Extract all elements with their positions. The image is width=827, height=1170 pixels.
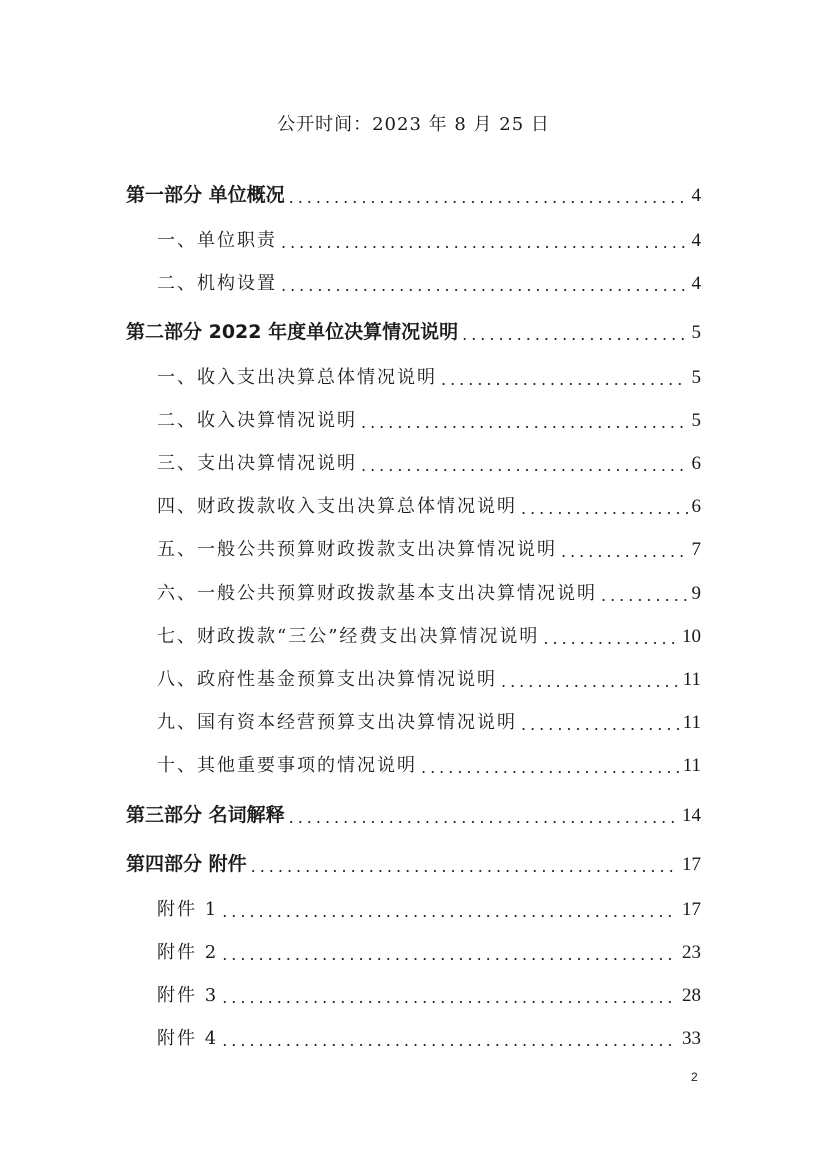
toc-entry[interactable] [157,704,701,734]
publish-date: 公开时间：2023 年 8 月 25 日 [277,114,550,135]
toc-leader-dots [222,945,678,964]
toc-leader-dots [222,1031,678,1050]
toc-leader-dots [501,672,679,691]
toc-leader-dots [251,857,678,876]
toc-leader-dots [361,413,688,432]
toc-entry[interactable] [157,891,701,921]
toc-entry[interactable] [157,1020,701,1050]
toc-leader-dots [601,586,688,605]
toc-entry[interactable] [157,531,701,561]
toc-entry-title: 附件 3 [157,985,219,1006]
toc-entry-page: 4 [691,230,701,251]
toc-entry-title: 二、收入决算情况说明 [157,410,357,431]
toc-entry-title: 六、一般公共预算财政拨款基本支出决算情况说明 [157,583,597,604]
toc-entry-title: 第三部分 名词解释 [126,804,285,826]
toc-entry[interactable] [157,222,701,252]
toc-entry-page: 11 [682,755,701,776]
toc-leader-dots [462,325,687,344]
toc-entry[interactable] [126,314,701,344]
toc-entry-page: 11 [682,712,701,733]
toc-entry[interactable] [157,977,701,1007]
toc-entry-page: 6 [691,496,701,517]
toc-leader-dots [561,542,688,561]
toc-leader-dots [289,188,688,207]
toc-entry-page: 33 [682,1028,701,1049]
toc-entry-title: 九、国有资本经营预算支出决算情况说明 [157,712,517,733]
toc-entry-page: 9 [691,583,701,604]
toc-entry-page: 28 [682,985,701,1006]
toc-entry[interactable] [157,445,701,475]
toc-entry[interactable] [126,797,701,827]
toc-entry-title: 五、一般公共预算财政拨款支出决算情况说明 [157,539,557,560]
toc-entry-title: 一、单位职责 [157,230,277,251]
toc-leader-dots [222,902,678,921]
toc-entry-title: 附件 2 [157,942,219,963]
toc-entry-page: 6 [691,453,701,474]
toc-leader-dots [281,233,688,252]
toc-entry-page: 11 [682,669,701,690]
toc-entry[interactable] [157,359,701,389]
toc-entry-title: 一、收入支出决算总体情况说明 [157,367,437,388]
toc-leader-dots [441,370,688,389]
toc-entry-page: 17 [682,899,701,920]
toc-entry[interactable] [157,934,701,964]
toc-entry-page: 17 [682,854,701,875]
toc-entry-page: 23 [682,942,701,963]
toc-entry-page: 5 [691,410,701,431]
toc-entry[interactable] [157,488,701,518]
toc-entry-title: 第一部分 单位概况 [126,184,285,206]
toc-entry[interactable] [157,402,701,432]
toc-entry[interactable] [126,177,701,207]
toc-entry-title: 十、其他重要事项的情况说明 [157,755,417,776]
toc-leader-dots [361,456,688,475]
toc-entry-title: 第四部分 附件 [126,853,247,875]
toc-leader-dots [281,276,688,295]
toc-entry-title: 第二部分 2022 年度单位决算情况说明 [126,321,459,343]
toc-entry-title: 四、财政拨款收入支出决算总体情况说明 [157,496,517,517]
page-number: 2 [691,1070,698,1084]
toc-entry[interactable] [157,575,701,605]
toc-entry-page: 4 [691,185,701,206]
toc-leader-dots [421,758,679,777]
toc-entry-page: 10 [682,626,701,647]
toc-entry[interactable] [157,661,701,691]
toc-entry-page: 7 [691,539,701,560]
toc-entry-page: 14 [682,805,701,826]
toc-entry-title: 附件 4 [157,1028,219,1049]
toc-entry-title: 七、财政拨款“三公”经费支出决算情况说明 [157,626,540,647]
toc-entry-page: 5 [691,322,701,343]
toc-entry-page: 5 [691,367,701,388]
toc-leader-dots [521,715,679,734]
toc-entry-title: 八、政府性基金预算支出决算情况说明 [157,669,497,690]
toc-entry[interactable] [157,618,701,648]
toc-entry-title: 三、支出决算情况说明 [157,453,357,474]
toc-entry-page: 4 [691,273,701,294]
toc-leader-dots [543,629,678,648]
toc-leader-dots [521,499,688,518]
toc-entry[interactable] [157,747,701,777]
toc-entry-title: 二、机构设置 [157,273,277,294]
toc-entry[interactable] [126,846,701,876]
toc-entry[interactable] [157,265,701,295]
toc-entry-title: 附件 1 [157,899,219,920]
toc-leader-dots [289,808,678,827]
toc-leader-dots [222,988,678,1007]
